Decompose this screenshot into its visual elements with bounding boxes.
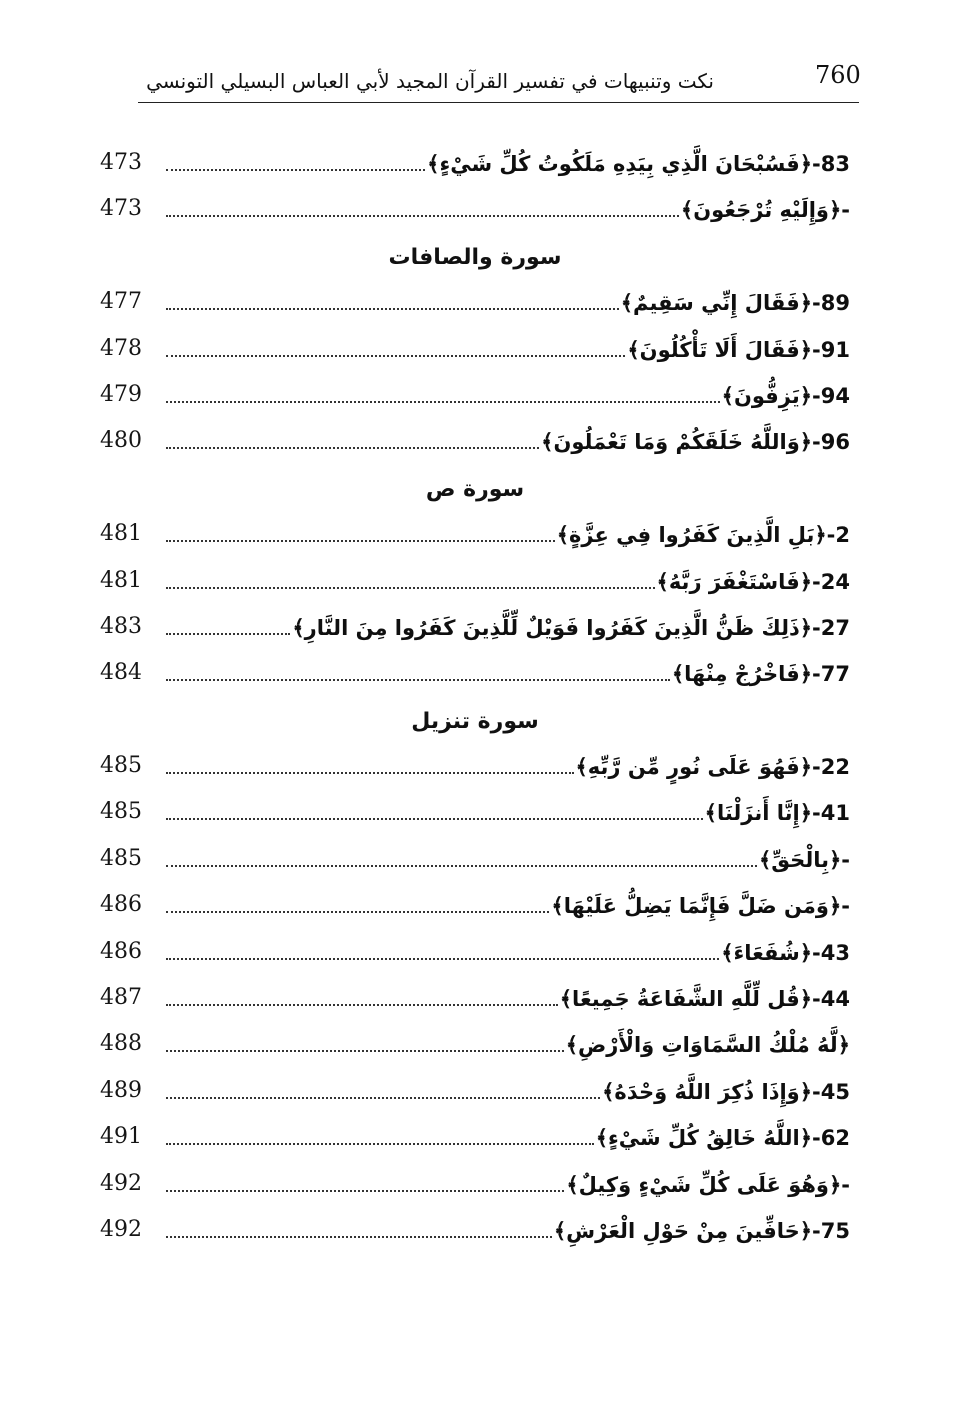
- toc-entry-label: 45-﴿وَإِذَا ذُكِرَ اللَّهُ وَحْدَهُ﴾: [602, 1079, 850, 1104]
- toc-entry: [100, 517, 850, 563]
- dot-leader: [166, 1049, 564, 1052]
- toc-entry-label: 43-﴿شُفَعَاءَ﴾: [721, 940, 850, 965]
- toc-entry-label: -﴿وَهُوَ عَلَى كُلِّ شَيْءٍ وَكِيلٌ﴾: [566, 1172, 850, 1197]
- dot-leader: [166, 678, 670, 681]
- header-rule: [138, 102, 859, 103]
- toc-entry-text: [160, 801, 850, 825]
- running-title: نكت وتنبيهات في تفسير القرآن المجيد لأبي العباس البسيلي التونسي: [146, 69, 714, 93]
- toc-entry-label: 96-﴿وَاللَّهُ خَلَقَكُمْ وَمَا تَعْمَلُونَ﴾: [541, 430, 850, 455]
- toc-entry-label: 41-﴿إِنَّا أَنزَلْنَا﴾: [704, 801, 850, 826]
- toc-entry: [100, 285, 850, 331]
- page-header: [146, 55, 861, 95]
- toc-entry-label: 77-﴿فَاخْرُجْ مِنْهَا﴾: [671, 662, 850, 687]
- toc-page-number: 492: [100, 1170, 142, 1196]
- toc-entry-label: 75-﴿حَافِّينَ مِنْ حَوْلِ الْعَرْشِ﴾: [553, 1218, 850, 1243]
- toc-entry: [100, 935, 850, 981]
- toc-entry: [100, 424, 850, 470]
- toc-entry: [100, 888, 850, 934]
- toc-entry-label: 2-﴿بَلِ الَّذِينَ كَفَرُوا فِي عِزَّةٍ﴾: [556, 523, 850, 548]
- toc-entry: [100, 1027, 850, 1073]
- dot-leader: [166, 957, 719, 960]
- toc-entry: [100, 1213, 850, 1259]
- toc-entry: [100, 1120, 850, 1166]
- toc-entry-text: [160, 987, 850, 1011]
- dot-leader: [166, 354, 625, 357]
- toc-entry-text: [160, 384, 850, 408]
- toc-entry: [100, 610, 850, 656]
- toc-page-number: 480: [100, 428, 142, 454]
- dot-leader: [166, 539, 555, 542]
- dot-leader: [166, 400, 720, 403]
- section-title: سورة والصافات: [388, 244, 562, 270]
- toc-entry-label: 94-﴿يَزِفُّونَ﴾: [721, 383, 850, 408]
- toc-entry-label: 22-﴿فَهُوَ عَلَى نُورٍ مِّن رَّبِّهِ﴾: [575, 755, 850, 780]
- toc-page-number: 478: [100, 335, 142, 361]
- toc-entry-text: [160, 1080, 850, 1104]
- toc-entry-label: 27-﴿ذَلِكَ ظَنُّ الَّذِينَ كَفَرُوا فَوَيْلٌ لِّلَّذِينَ كَفَرُوا مِنَ النَّارِ﴾: [292, 615, 850, 640]
- toc-entry-label: -﴿بِالْحَقِّ﴾: [758, 847, 850, 872]
- dot-leader: [166, 307, 619, 310]
- dot-leader: [166, 1003, 558, 1006]
- toc-entry: [100, 981, 850, 1027]
- toc-entry-text: [160, 523, 850, 547]
- toc-page-number: 481: [100, 521, 142, 547]
- dot-leader: [166, 586, 655, 589]
- section-heading: [100, 471, 850, 517]
- toc-entry-text: [160, 941, 850, 965]
- dot-leader: [166, 1189, 564, 1192]
- toc-entry-label: 83-﴿فَسُبْحَانَ الَّذِي بِيَدِهِ مَلَكُوتُ كُلِّ شَيْءٍ﴾: [427, 152, 850, 176]
- toc-page-number: 486: [100, 892, 142, 918]
- page-number: 760: [815, 61, 861, 89]
- toc-entry-text: [160, 848, 850, 872]
- dot-leader: [166, 864, 757, 867]
- toc-page-number: 485: [100, 799, 142, 825]
- toc-entry-label: 89-﴿فَقَالَ إِنِّي سَقِيمٌ﴾: [620, 291, 850, 316]
- toc-page-number: 485: [100, 845, 142, 871]
- table-of-contents: [100, 146, 850, 1259]
- toc-page-number: 486: [100, 938, 142, 964]
- toc-entry-text: [160, 198, 850, 222]
- dot-leader: [166, 1235, 552, 1238]
- toc-entry-text: [160, 430, 850, 454]
- toc-entry-label: 44-﴿قُل لِّلَّهِ الشَّفَاعَةُ جَمِيعًا﴾: [559, 987, 850, 1012]
- toc-entry-text: [160, 755, 850, 779]
- toc-entry-label: -﴿وَإِلَيْهِ تُرْجَعُونَ﴾: [680, 198, 850, 223]
- toc-entry: [100, 749, 850, 795]
- toc-entry-text: [160, 291, 850, 315]
- toc-entry: [100, 656, 850, 702]
- toc-page-number: 481: [100, 567, 142, 593]
- dot-leader: [166, 1096, 600, 1099]
- toc-page-number: 491: [100, 1124, 142, 1150]
- toc-page-number: 487: [100, 985, 142, 1011]
- toc-entry-text: [160, 1173, 850, 1197]
- dot-leader: [166, 632, 290, 635]
- toc-page-number: 489: [100, 1077, 142, 1103]
- dot-leader: [166, 771, 574, 774]
- toc-entry: [100, 192, 850, 238]
- toc-page-number: 484: [100, 660, 142, 686]
- toc-entry-text: [160, 338, 850, 362]
- toc-entry-text: [160, 152, 850, 176]
- toc-entry-label: ﴿لَّهُ مُلْكُ السَّمَاوَاتِ وَالْأَرْضِ﴾: [565, 1033, 850, 1058]
- toc-entry: [100, 378, 850, 424]
- toc-entry-text: [160, 894, 850, 918]
- toc-entry: [100, 1074, 850, 1120]
- toc-entry: [100, 795, 850, 841]
- toc-entry-text: [160, 662, 850, 686]
- toc-entry-text: [160, 570, 850, 594]
- toc-entry: [100, 1167, 850, 1213]
- toc-page-number: 485: [100, 753, 142, 779]
- section-heading: [100, 239, 850, 285]
- section-title: سورة تنزيل: [411, 708, 539, 734]
- toc-entry-text: [160, 616, 850, 640]
- toc-entry-text: [160, 1219, 850, 1243]
- toc-entry: [100, 146, 850, 192]
- dot-leader: [166, 910, 549, 913]
- toc-page-number: 492: [100, 1216, 142, 1242]
- toc-page-number: 483: [100, 613, 142, 639]
- dot-leader: [166, 214, 679, 217]
- toc-entry-text: [160, 1033, 850, 1057]
- toc-entry-label: -﴿وَمَن ضَلَّ فَإِنَّمَا يَضِلُّ عَلَيْهَا﴾: [551, 894, 850, 919]
- toc-entry-label: 91-﴿فَقَالَ أَلَا تَأْكُلُونَ﴾: [627, 337, 850, 362]
- toc-page-number: 473: [100, 150, 142, 175]
- toc-page-number: 473: [100, 196, 142, 222]
- toc-page-number: 477: [100, 289, 142, 315]
- toc-entry: [100, 332, 850, 378]
- dot-leader: [166, 1142, 594, 1145]
- toc-entry: [100, 842, 850, 888]
- section-title: سورة ص: [425, 476, 525, 502]
- section-heading: [100, 703, 850, 749]
- dot-leader: [166, 168, 425, 171]
- toc-entry-label: 62-﴿اللَّهُ خَالِقُ كُلِّ شَيْءٍ﴾: [595, 1126, 850, 1151]
- toc-entry: [100, 564, 850, 610]
- toc-entry-text: [160, 1126, 850, 1150]
- dot-leader: [166, 817, 703, 820]
- toc-page-number: 479: [100, 381, 142, 407]
- toc-page-number: 488: [100, 1031, 142, 1057]
- dot-leader: [166, 446, 539, 449]
- toc-entry-label: 24-﴿فَاسْتَغْفَرَ رَبَّهُ﴾: [656, 569, 850, 594]
